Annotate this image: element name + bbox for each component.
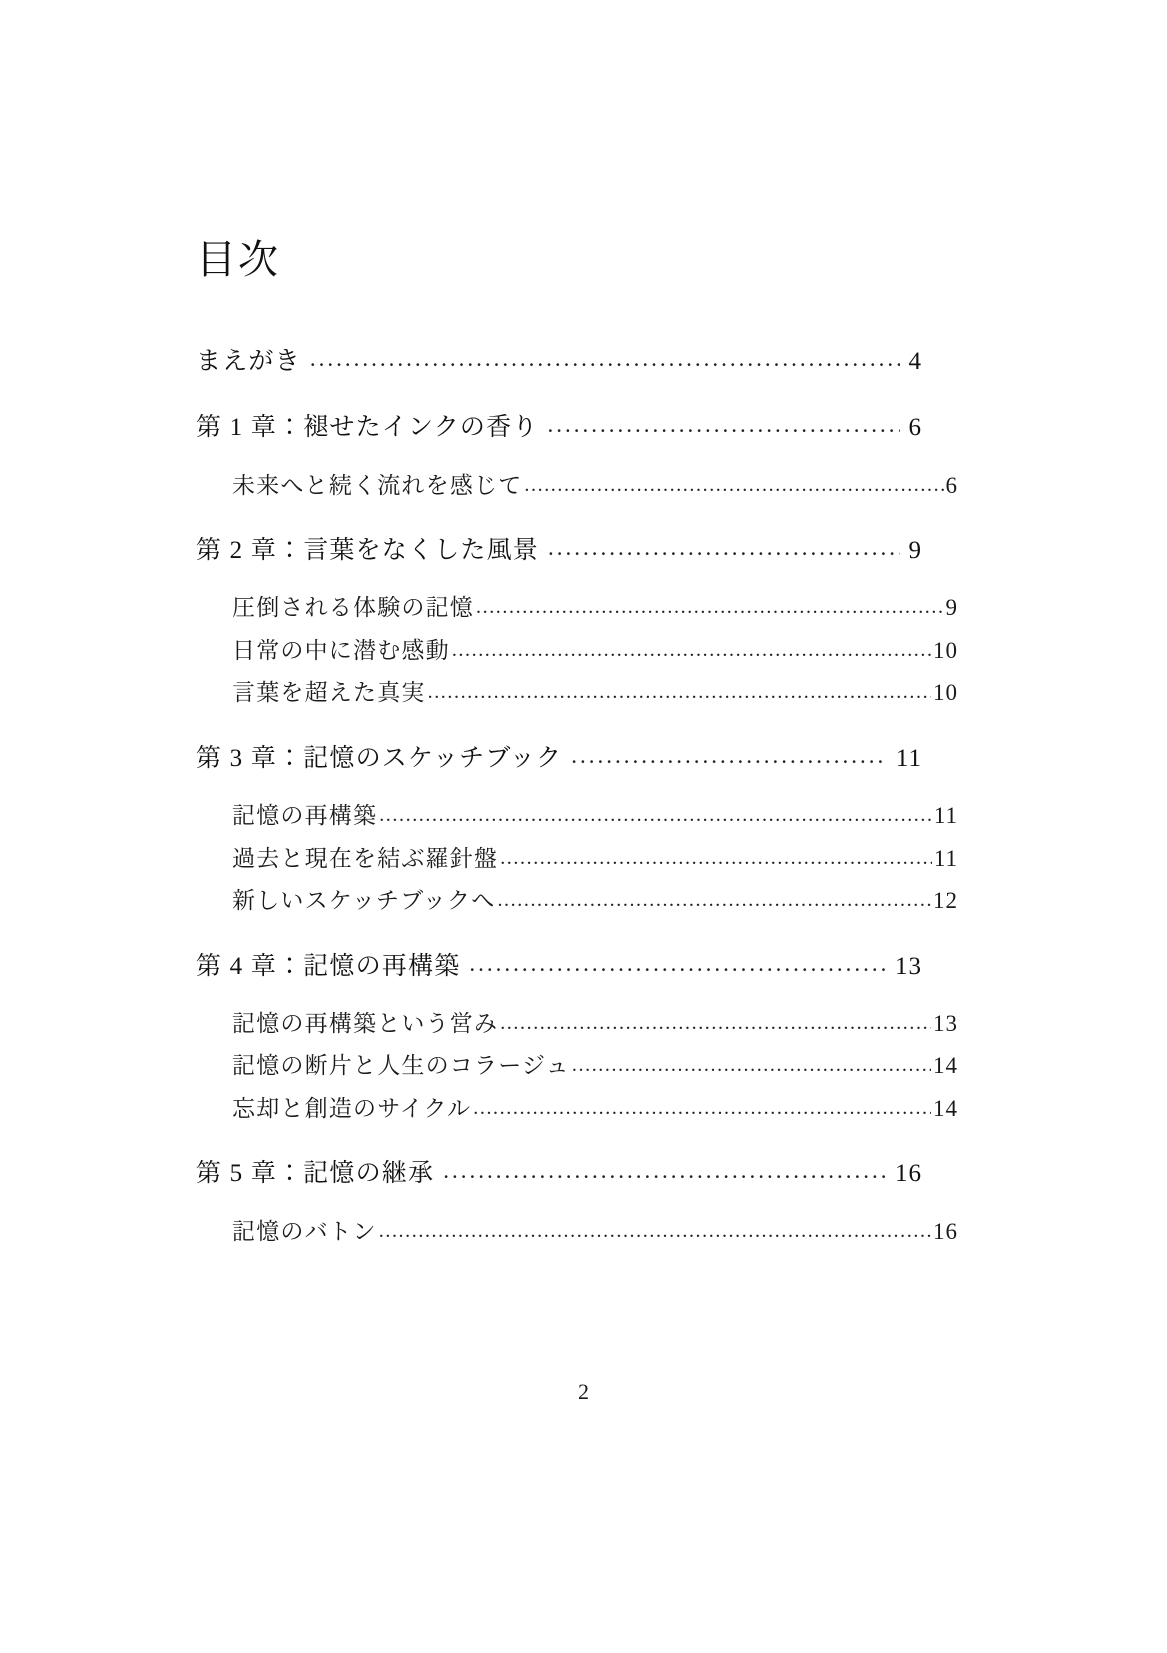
toc-entry-label: 言葉を超えた真実 [232,680,426,706]
toc-leader-dots [443,1154,886,1187]
toc-entry-chapter[interactable] [196,741,922,777]
toc-content [196,237,958,1257]
toc-group [196,533,958,711]
toc-leader-dots [572,1050,931,1080]
toc-entry-section[interactable] [232,1215,958,1250]
toc-entry-page: 16 [895,1160,922,1188]
toc-leader-dots [428,677,931,707]
toc-leader-dots [310,342,900,375]
toc-entry-label: 忘却と創造のサイクル [232,1095,472,1121]
toc-entry-label: 記憶の再構築という営み [232,1010,499,1036]
toc-entry-section[interactable] [232,1007,958,1042]
toc-entry-section[interactable] [232,634,958,669]
toc-group [196,741,958,919]
toc-entry-page: 9 [908,537,922,564]
toc-group [196,344,922,380]
toc-entry-label: 第 5 章：記憶の継承 [196,1160,435,1188]
page-title: 目次 [196,237,280,282]
toc-entry-chapter[interactable] [196,1156,922,1192]
toc-entry-page: 10 [933,637,958,663]
toc-leader-dots [379,1216,931,1246]
toc-entry-section[interactable] [232,842,958,877]
toc-entry-page: 12 [933,888,958,913]
toc-entry-label: 記憶のバトン [232,1218,377,1244]
toc-entry-page: 4 [908,348,922,375]
toc-leader-dots [548,531,899,564]
toc-entry-page: 10 [933,680,958,706]
toc-leader-dots [500,843,932,873]
toc-entry-label: 第 3 章：記憶のスケッチブック [196,744,563,772]
toc-entry-label: 過去と現在を結ぶ羅針盤 [232,845,499,871]
toc-entry-page: 13 [895,952,922,980]
toc-entry-label: 記憶の再構築 [232,803,378,828]
toc-entry-page: 14 [933,1095,958,1121]
page-number: 2 [578,1379,589,1404]
toc-group [196,410,958,503]
toc-leader-dots [379,800,932,830]
toc-entry-page: 6 [908,414,922,442]
toc-leader-dots [452,635,931,665]
toc-entry-section[interactable] [232,676,958,711]
toc-entry-section[interactable] [232,1049,958,1084]
toc-entry-chapter[interactable] [196,344,922,380]
toc-entry-label: 第 2 章：言葉をなくした風景 [196,537,540,564]
toc-leader-dots [548,408,900,441]
toc-entry-label: 第 1 章：褪せたインクの香り [196,414,539,442]
toc-leader-dots [571,739,887,772]
toc-entry-section[interactable] [232,469,958,504]
toc-entry-section[interactable] [232,1092,958,1127]
toc-entry-page: 11 [895,744,922,772]
toc-entry-page: 6 [945,472,958,498]
toc-leader-dots [497,885,931,915]
toc-entry-page: 14 [933,1053,958,1079]
toc-group [196,1156,958,1249]
toc-entry-page: 9 [945,595,958,621]
toc-entry-page: 16 [933,1218,958,1244]
toc-leader-dots [524,470,943,500]
toc-entry-label: まえがき [196,348,301,375]
toc-entry-chapter[interactable] [196,949,922,985]
toc-entry-label: 圧倒される体験の記憶 [232,595,474,621]
toc-entry-label: 新しいスケッチブックへ [232,888,496,913]
toc-entry-chapter[interactable] [196,533,922,569]
toc-entry-section[interactable] [232,799,958,834]
toc-leader-dots [500,1008,931,1038]
toc-entry-page: 11 [933,845,958,871]
toc-entry-label: 記憶の断片と人生のコラージュ [232,1053,570,1079]
toc-leader-dots [476,592,944,622]
toc-entry-page: 11 [933,803,958,828]
toc-entry-label: 日常の中に潜む感動 [232,637,450,663]
toc-leader-dots [469,947,886,980]
toc-entry-page: 13 [933,1010,958,1036]
toc-entry-chapter[interactable] [196,410,922,446]
toc-entry-label: 未来へと続く流れを感じて [232,472,523,498]
toc-leader-dots [473,1093,931,1123]
toc-group [196,949,958,1127]
toc-entry-section[interactable] [232,884,958,919]
toc-entry-label: 第 4 章：記憶の再構築 [196,952,461,980]
toc-entry-section[interactable] [232,591,958,626]
